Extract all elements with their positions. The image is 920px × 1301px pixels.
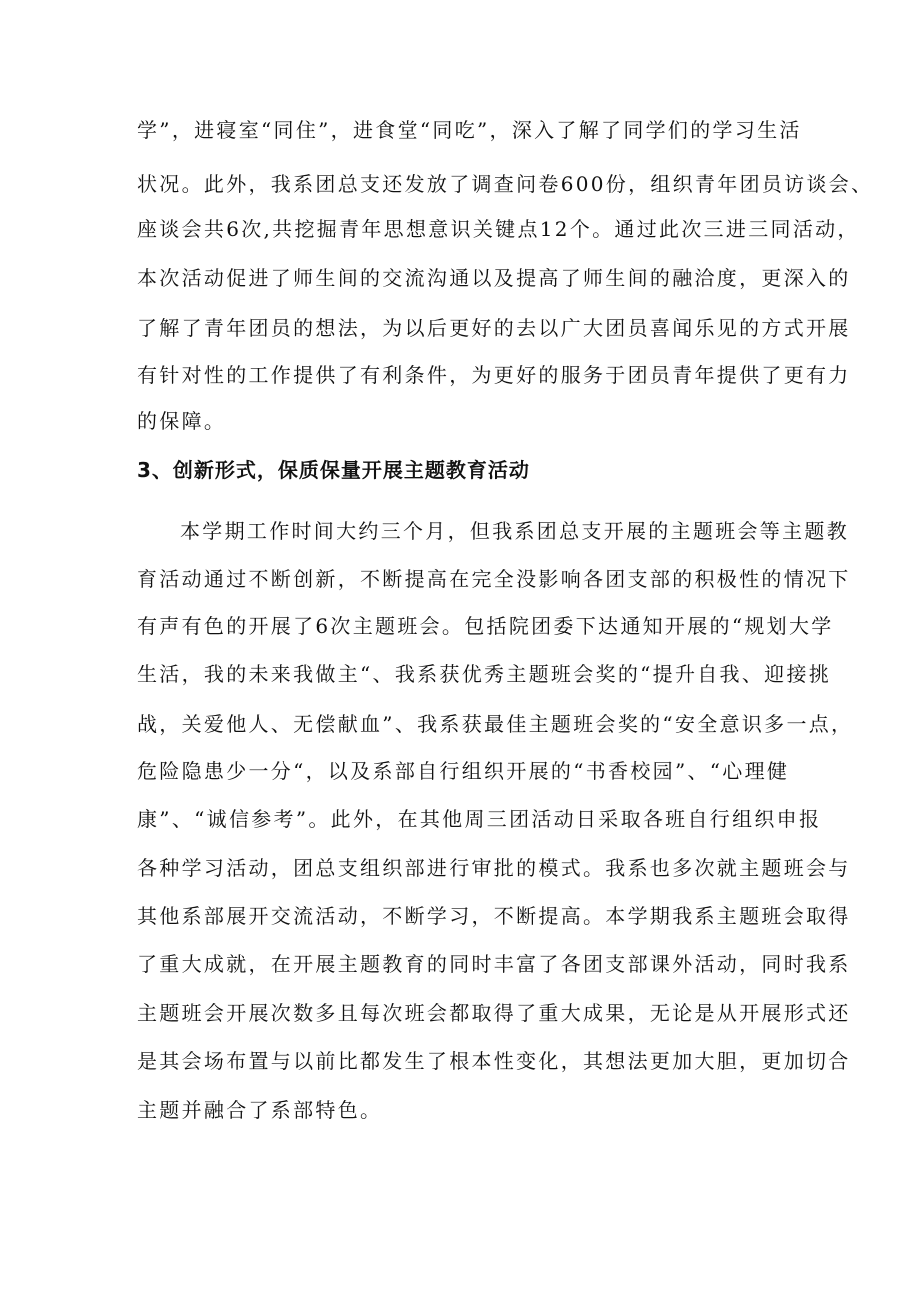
paragraph1-line-3: 座谈会共6次,共挖掘青年思想意识关键点12个。通过此次三进三同活动， bbox=[137, 217, 860, 241]
paragraph2-line-5: 战，关爱他人、无偿献血”、我系获最佳主题班会奖的“安全意识多一点， bbox=[137, 712, 854, 736]
paragraph1-line-1: 学”，进寝室“同住”，进食堂“同吃”，深入了解了同学们的学习生活 bbox=[137, 118, 802, 142]
paragraph2-line-10: 了重大成就，在开展主题教育的同时丰富了各团支部课外活动，同时我系 bbox=[137, 952, 851, 976]
paragraph1-line-7: 的保障。 bbox=[137, 409, 227, 433]
paragraph2-line-1: 本学期工作时间大约三个月，但我系团总支开展的主题班会等主题教 bbox=[180, 519, 849, 543]
section-heading: 3、创新形式，保质保量开展主题教育活动 bbox=[137, 458, 530, 482]
paragraph2-line-11: 主题班会开展次数多且每次班会都取得了重大成果，无论是从开展形式还 bbox=[137, 1001, 851, 1025]
paragraph2-line-9: 其他系部展开交流活动，不断学习，不断提高。本学期我系主题班会取得 bbox=[137, 904, 851, 928]
paragraph2-line-4: 生活，我的未来我做主“、我系获优秀主题班会奖的“提升自我、迎接挑 bbox=[137, 662, 832, 686]
paragraph2-line-8: 各种学习活动，团总支组织部进行审批的模式。我系也多次就主题班会与 bbox=[137, 856, 851, 880]
paragraph2-line-3: 有声有色的开展了6次主题班会。包括院团委下达通知开展的“规划大学 bbox=[137, 614, 834, 638]
paragraph2-line-12: 是其会场布置与以前比都发生了根本性变化，其想法更加大胆，更加切合 bbox=[137, 1049, 851, 1073]
paragraph1-line-5: 了解了青年团员的想法，为以后更好的去以广大团员喜闻乐见的方式开展 bbox=[137, 316, 851, 340]
paragraph2-line-2: 育活动通过不断创新，不断提高在完全没影响各团支部的积极性的情况下 bbox=[137, 567, 851, 591]
paragraph2-line-13: 主题并融合了系部特色。 bbox=[137, 1098, 383, 1122]
paragraph2-line-7: 康”、“诚信参考”。此外，在其他周三团活动日采取各班自行组织申报 bbox=[137, 807, 822, 831]
paragraph1-line-6: 有针对性的工作提供了有利条件，为更好的服务于团员青年提供了更有力 bbox=[137, 363, 851, 387]
paragraph1-line-2: 状况。此外，我系团总支还发放了调查问卷600份，组织青年团员访谈会、 bbox=[137, 172, 874, 196]
paragraph1-line-4: 本次活动促进了师生间的交流沟通以及提高了师生间的融洽度，更深入的 bbox=[137, 266, 851, 290]
paragraph2-line-6: 危险隐患少一分“，以及系部自行组织开展的“书香校园”、“心理健 bbox=[137, 759, 790, 783]
